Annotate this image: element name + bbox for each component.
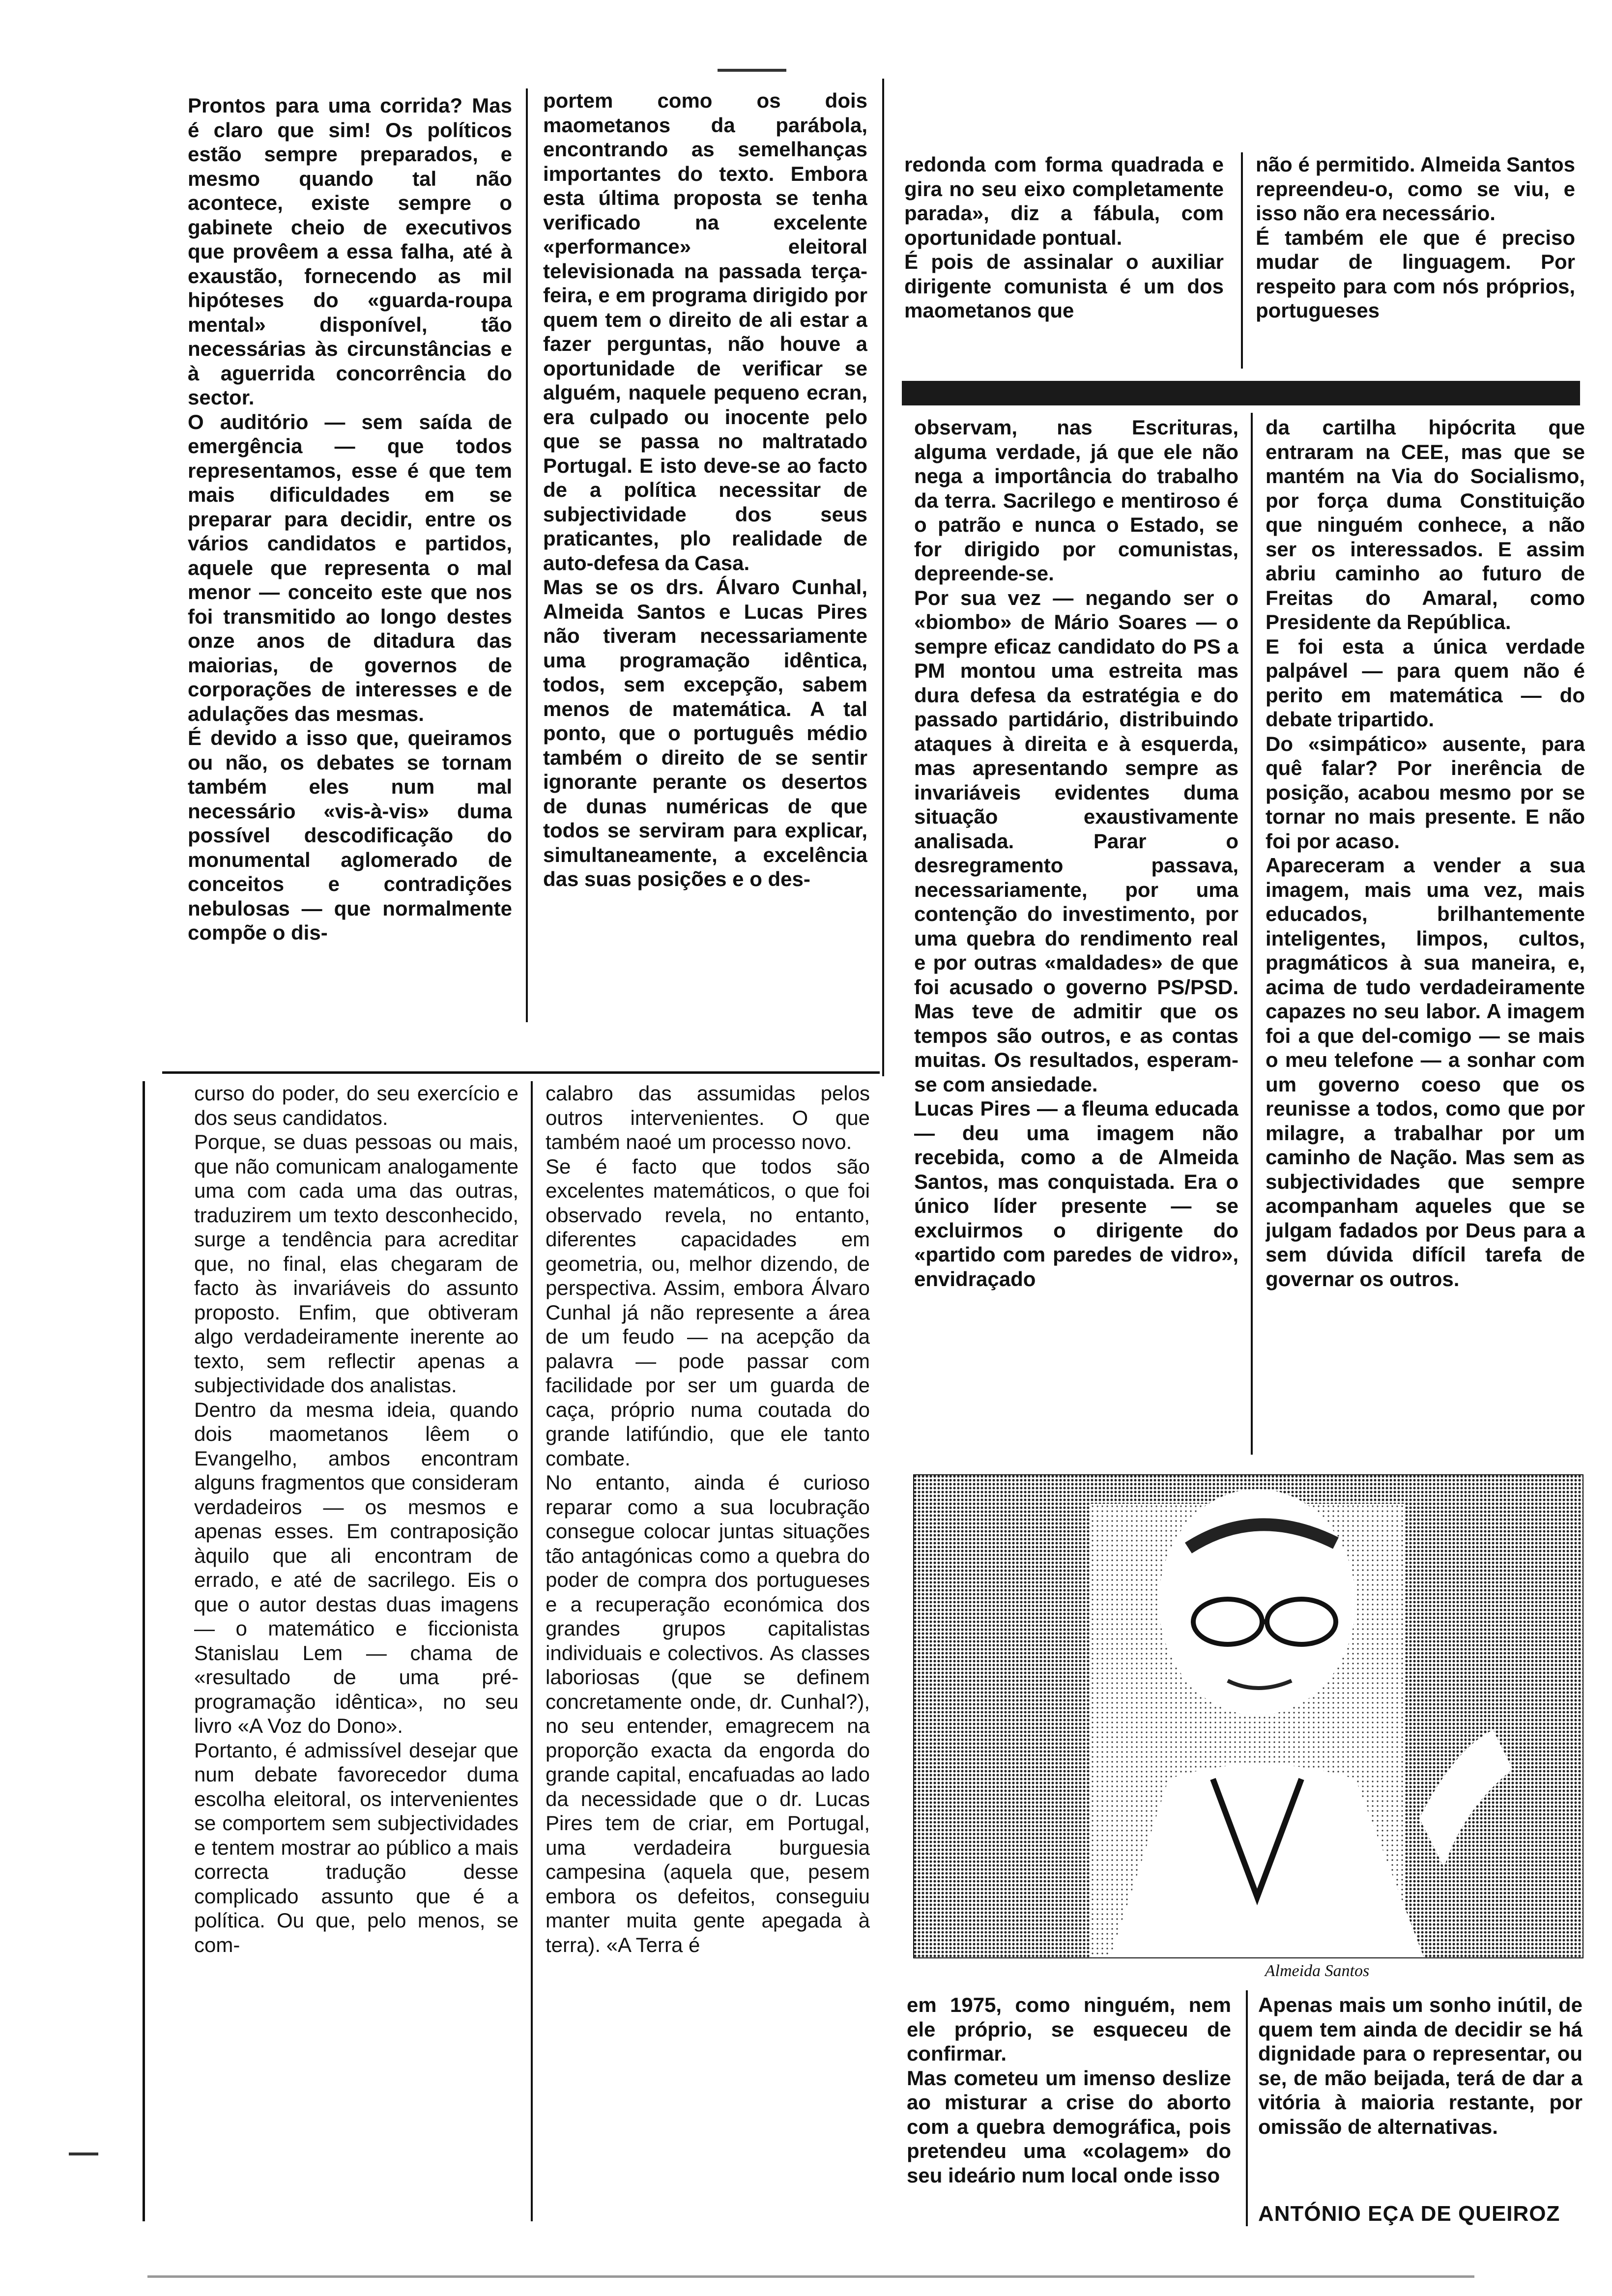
scan-mark-top [718, 69, 786, 72]
section-divider-left [162, 1071, 880, 1074]
column-b-bottom-text: calabro das assumidas pelos outros intervenientes. O que também naoé um processo novo. Se é facto que todos são excelentes matemáticos, o que foi observado revela, no entanto, diferentes capacidades em geometria, ou, melhor dizendo, de perspectiva. Assim, embora Álvaro Cunhal já não represente a área de um feudo — na acepção da palavra — pode passar com facilidade por ser um guarda de caça, próprio numa coutada do grande latifúndio, que ele tanto combate. No entanto, ainda é curioso reparar como a sua locubração consegue colocar juntas situações tão antagónicas como a quebra do poder de compra dos portugueses e a recuperação económica dos grandes grupos capitalistas individuais e colectivos. As classes laboriosas (que se definem concretamente onde, dr. Cunhal?), no seu entender, emagrecem na proporção exacta da engorda do grande capital, encafuadas ao lado da necessidade que o dr. Lucas Pires tem de criar, em Portugal, uma verdadeira burguesia campesina (aquela que, pesem embora os defeitos, conseguiu manter muita gente apegada à terra). «A Terra é [546, 1082, 870, 1956]
column-divider-bc-top [882, 79, 884, 1076]
left-margin-rule [143, 1081, 145, 2221]
column-c-top-text: redonda com forma quadrada e gira no seu eixo completamente parada», diz a fábula, com oportunidade pontual. É pois de assinalar o auxiliar dirigente comunista é um dos maometanos que [904, 153, 1224, 322]
column-b-top-text: portem como os dois maometanos da parábola, encontrando as semelhanças importantes do texto. Embora esta última proposta se tenha verificado na excelente «performance» eleitoral televisionada na passada terça-feira, e em programa dirigido por quem tem o direito de ali estar a fazer perguntas, não houve a oportunidade de verificar se alguém, naquele pequeno ecran, era culpado ou inocente pelo que se passa no maltratado Portugal. E isto deve-se ao facto de a política necessitar de subjectividade dos seus praticantes, plo realidade de auto-defesa da Casa. Mas se os drs. Álvaro Cunhal, Almeida Santos e Lucas Pires não tiveram necessariamente uma programação idêntica, todos, sem excepção, sabem menos de matemática. A tal ponto, que o português médio também o direito de se sentir ignorante perante os desertos de dunas numéricas de que todos se serviram para explicar, simultaneamente, a excelência das suas posições e o des- [543, 89, 867, 890]
photo-caption: Almeida Santos [1265, 1962, 1370, 1980]
scan-mark-left [69, 2152, 98, 2155]
column-divider-ab-bottom [531, 1081, 533, 2221]
column-divider-ab-top [526, 88, 528, 1022]
column-a-bottom-text: curso do poder, do seu exercício e dos seus candidatos. Porque, se duas pessoas ou mais, que não comunicam analogamente uma com cada uma das outras, traduzirem um texto desconhecido, surge a tendência para acreditar que, no final, elas chegaram de facto às invariáveis do assunto proposto. Enfim, que obtiveram algo verdadeiramente inerente ao texto, sem reflectir apenas a subjectividade dos analistas. Dentro da mesma ideia, quando dois maometanos lêem o Evangelho, ambos encontram alguns fragmentos que consideram verdadeiros — os mesmos e apenas esses. Em contraposição àquilo que ali encontram de errado, e até de sacrilego. Eis o que o autor destas duas imagens — o matemático e ficcionista Stanislau Lem — chama de «resultado de uma pré-programação idêntica», no seu livro «A Voz do Dono». Portanto, é admissível desejar que num debate favorecedor duma escolha eleitoral, os intervenientes se comportem sem subjectividades e tentem mostrar ao público a mais correcta tradução desse complicado assunto que é a política. Ou que, pelo menos, se com- [194, 1082, 518, 1956]
column-divider-cd-mid [1251, 413, 1253, 1455]
header-band [902, 381, 1580, 405]
author-signature: ANTÓNIO EÇA DE QUEIROZ [1258, 2202, 1560, 2226]
column-divider-cd-top [1241, 152, 1243, 369]
column-c-bottom-text: em 1975, como ninguém, nem ele próprio, se esqueceu de confirmar. Mas cometeu um imenso deslize ao misturar a crise do aborto com a quebra demográfica, pois pretendeu uma «colagem» do seu ideário num local onde isso [907, 1993, 1231, 2187]
scan-mark-bottom [147, 2275, 1474, 2278]
portrait-photo [913, 1474, 1583, 1958]
column-a-top-text: Prontos para uma corrida? Mas é claro que sim! Os políticos estão sempre preparados, e mesmo quando tal não acontece, existe sempre o gabinete cheio de executivos que provêem a essa falha, até à exaustão, fornecendo as mil hipóteses do «guarda-roupa mental» disponível, tão necessárias às circunstâncias e à aguerrida concorrência do sector. O auditório — sem saída de emergência — que todos representamos, esse é que tem mais dificuldades em se preparar para decidir, entre os vários candidatos e partidos, aquele que representa o mal menor — conceito este que nos foi transmitido ao longo destes onze anos de ditadura das maiorias, de governos de corporações de interesses e de adulações das mesmas. É devido a isso que, queiramos ou não, os debates se tornam também eles num mal necessário «vis-à-vis» duma possível descodificação do monumental aglomerado de conceitos e contradições nebulosas — que normalmente compõe o dis- [188, 94, 512, 944]
column-d-top-text: não é permitido. Almeida Santos repreendeu-o, como se viu, e isso não era necessário. É também ele que é preciso mudar de linguagem. Por respeito para com nós próprios, portugueses [1256, 153, 1575, 322]
column-d-bottom-text: Apenas mais um sonho inútil, de quem tem ainda de decidir se há dignidade para o representar, ou se, de mão beijada, terá de dar a vitória à maioria restante, por omissão de alternativas. [1258, 1993, 1583, 2138]
column-c-mid-text: observam, nas Escrituras, alguma verdade, já que ele não nega a importância do trabalho da terra. Sacrilego e mentiroso é o patrão e nunca o Estado, se for dirigido por comunistas, depreende-se. Por sua vez — negando ser o «biombo» de Mário Soares — o sempre eficaz candidato do PS a PM montou uma estreita mas dura defesa da estratégia e do passado partidário, distribuindo ataques à direita e à esquerda, mas apresentando sempre as invariáveis evidentes duma situação exaustivamente analisada. Parar o desregramento passava, necessariamente, por uma contenção do investimento, por uma quebra do rendimento real e por outras «maldades» de que foi acusado o governo PS/PSD. Mas teve de admitir que os tempos são outros, e as contas muitas. Os resultados, esperam-se com ansiedade. Lucas Pires — a fleuma educada — deu uma imagem não recebida, como a de Almeida Santos, mas conquistada. Era o único líder presente — se excluirmos o dirigente do «partido com paredes de vidro», envidraçado [914, 416, 1238, 1291]
column-d-mid-text: da cartilha hipócrita que entraram na CEE, mas que se mantém na Via do Socialismo, por força duma Constituição que ninguém conhece, a não ser os interessados. E assim abriu caminho ao futuro de Freitas do Amaral, como Presidente da República. E foi esta a única verdade palpável — para quem não é perito em matemática — do debate tripartido. Do «simpático» ausente, para quê falar? Por inerência de posição, acabou mesmo por se tornar no mais presente. E não foi por acaso. Apareceram a vender a sua imagem, mais uma vez, mais educados, brilhantemente inteligentes, limpos, cultos, pragmáticos à sua maneira, e, acima de tudo verdadeiramente capazes no seu labor. A imagem foi a que del-comigo — se mais o meu telefone — a sonhar com um governo coeso que os reunisse a todos, como que por milagre, a trabalhar por um caminho de Nação. Mas sem as subjectividades que sempre acompanham aqueles que se julgam fadados por Deus para a sem dúvida difícil tarefa de governar os outros. [1266, 416, 1585, 1291]
column-divider-cd-bottom [1246, 1990, 1248, 2226]
